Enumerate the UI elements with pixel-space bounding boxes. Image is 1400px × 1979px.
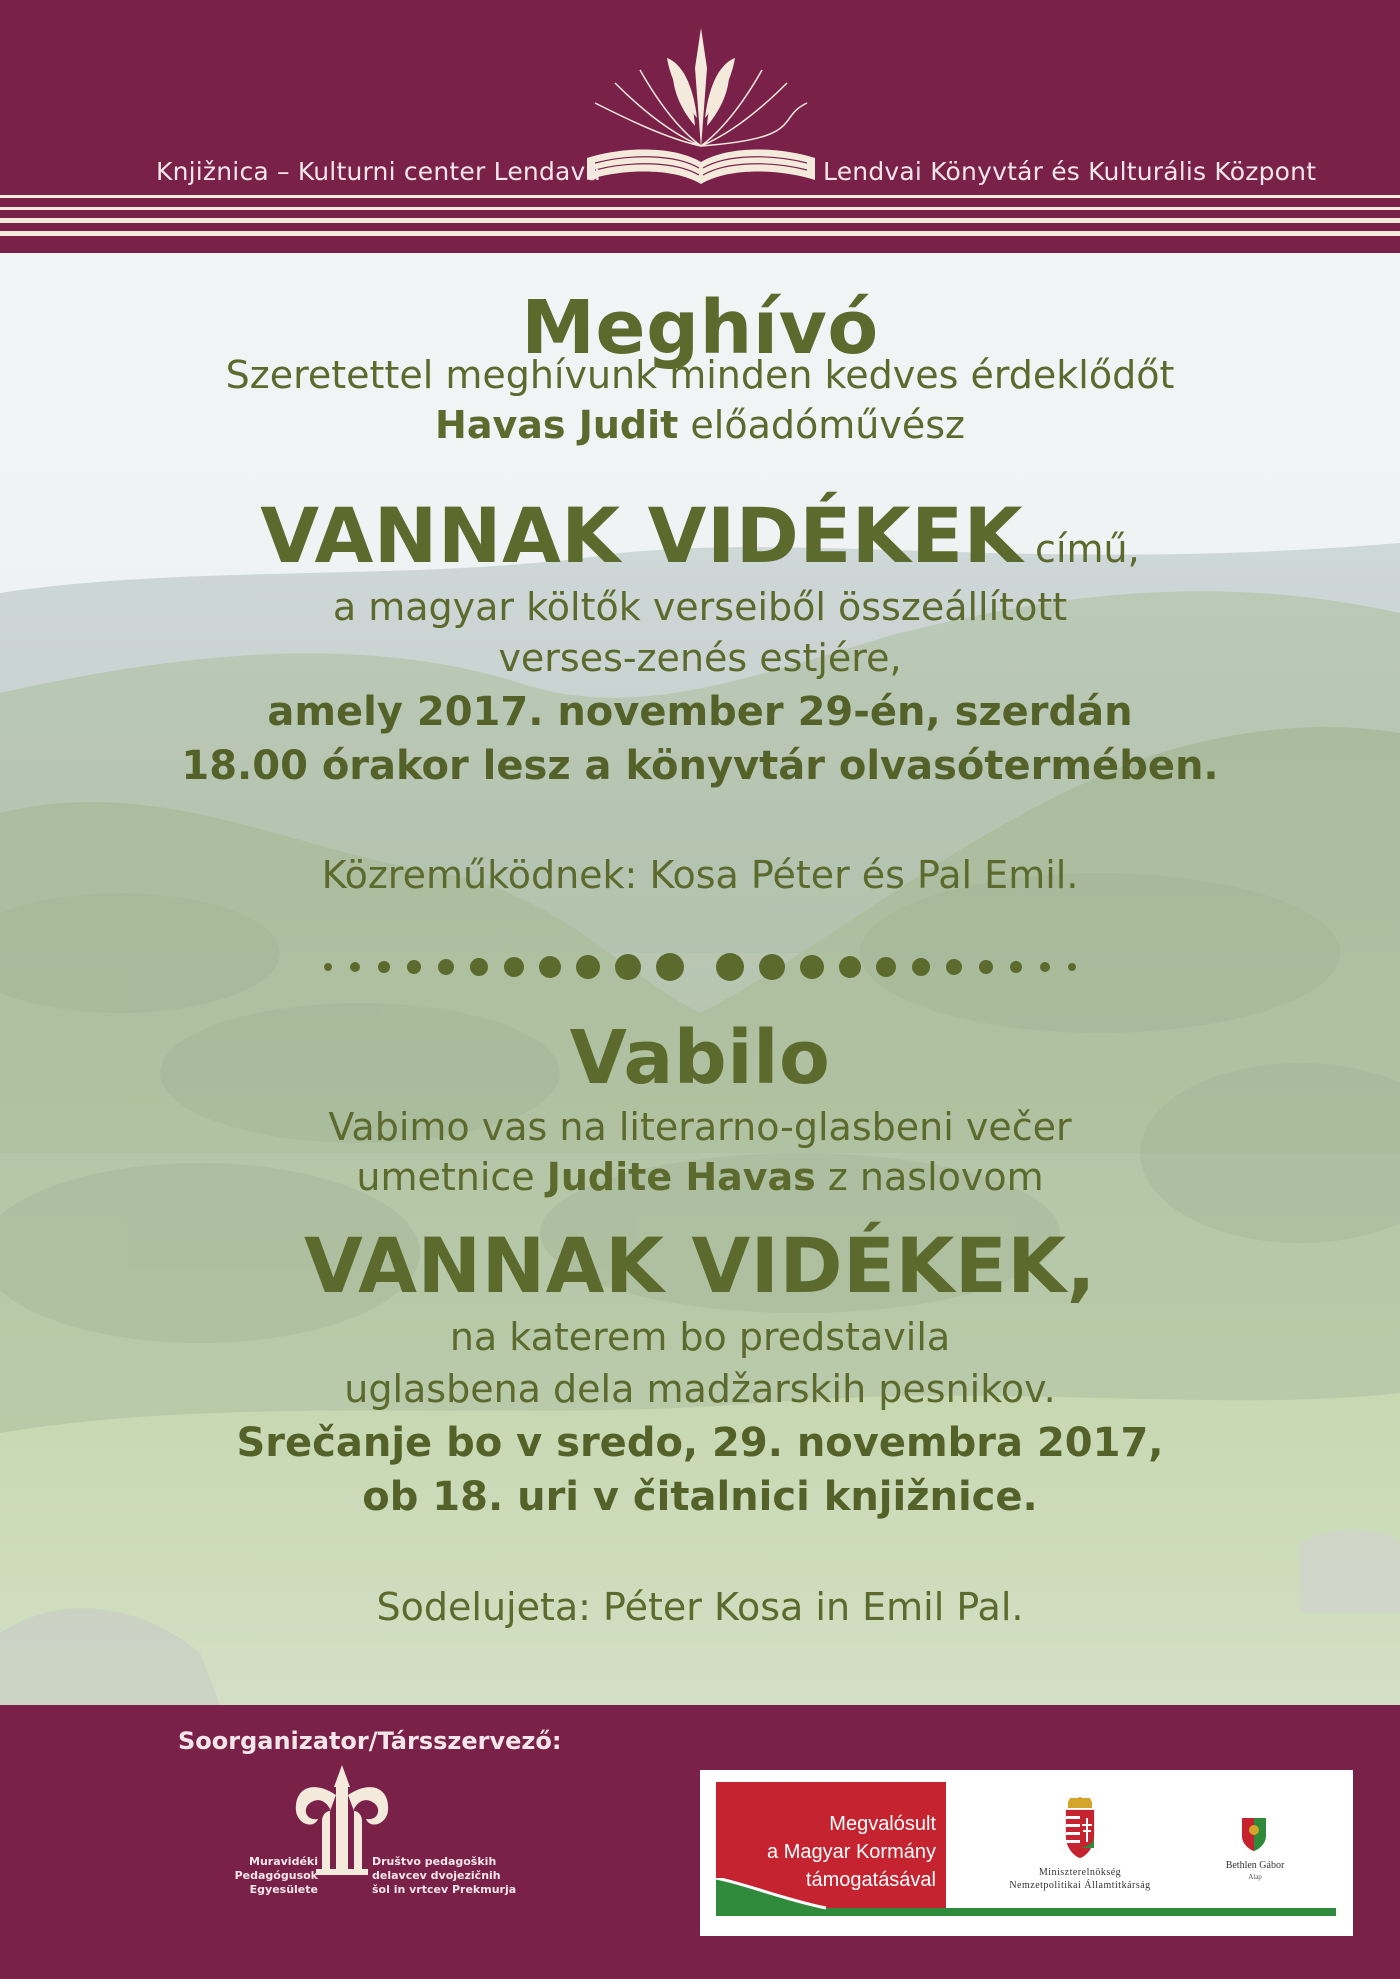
dotted-divider: [318, 950, 1082, 984]
hungarian-line3: a magyar költők verseiből összeállított: [332, 585, 1068, 629]
slovene-line2-prefix: umetnice: [356, 1155, 547, 1199]
hungarian-time-place: 18.00 órakor lesz a könyvtár olvasótermében.: [181, 743, 1219, 789]
sponsor-line-3: támogatásával: [805, 1869, 936, 1891]
hungarian-event-title-suffix: című,: [1022, 527, 1140, 571]
slovene-performer-line: [0, 1155, 1400, 1199]
hungarian-performer-role: előadóművész: [678, 403, 965, 447]
hungarian-performer-line: [0, 403, 1400, 447]
library-name-hungarian: Lendvai Könyvtár és Kulturális Központ: [823, 157, 1317, 186]
footer: [0, 1705, 1400, 1979]
coorganizer-label: Soorganizator/Társszervező:: [178, 1727, 562, 1755]
book-wheat-logo-icon: [585, 28, 817, 198]
sponsor-green-curve: [716, 1878, 826, 1916]
teachers-association-hungarian: Muravidéki Pedagógusok Egyesülete: [234, 1855, 318, 1896]
slovene-line4: uglasbena dela madžarskih pesnikov.: [344, 1367, 1056, 1411]
ministry-label: Miniszterelnökség Nemzetpolitikai Államtitkárság: [1009, 1867, 1151, 1891]
library-name-slovene: Knjižnica – Kulturni center Lendava: [156, 157, 602, 186]
slovene-event-title: VANNAK VIDÉKEK,: [303, 1221, 1097, 1310]
slovene-title: Vabilo: [569, 1015, 831, 1101]
slovene-intro: Vabimo vas na literarno-glasbeni večer: [328, 1105, 1072, 1149]
hungarian-contributors: Közreműködnek: Kosa Péter és Pal Emil.: [321, 853, 1079, 897]
invitation-content: [0, 253, 1400, 1705]
slovene-line3: na katerem bo predstavila: [449, 1315, 951, 1359]
hungarian-title: Meghívó: [521, 285, 879, 371]
slovene-line2-suffix: z naslovom: [815, 1155, 1044, 1199]
slovene-contributors: Sodelujeta: Péter Kosa in Emil Pal.: [376, 1585, 1024, 1629]
hungarian-coat-of-arms-icon: [1062, 1796, 1098, 1860]
hungarian-event-title-line: [0, 491, 1400, 580]
hungarian-line4: verses-zenés estjére,: [498, 636, 902, 680]
government-sponsor-box: [700, 1770, 1353, 1936]
header-stripes: [0, 195, 1400, 255]
hungarian-intro: Szeretettel meghívunk minden kedves érdeklődőt: [225, 353, 1175, 397]
teachers-association-slovene: Društvo pedagoških delavcev dvojezičnih šol in vrtcev Prekmurja: [372, 1855, 517, 1896]
hungarian-performer-name: Havas Judit: [435, 403, 679, 447]
bethlen-gabor-sub: Alap: [1248, 1873, 1262, 1881]
bethlen-gabor-crest-icon: [1240, 1816, 1268, 1852]
hungarian-event-title: VANNAK VIDÉKEK: [260, 491, 1023, 580]
bethlen-gabor-label: Bethlen Gábor: [1225, 1860, 1285, 1871]
sponsor-line-2: a Magyar Kormány: [767, 1841, 936, 1863]
slovene-performer-name: Judite Havas: [546, 1155, 816, 1199]
sponsor-line-1: Megvalósult: [829, 1813, 936, 1835]
slovene-date: Srečanje bo v sredo, 29. novembra 2017,: [236, 1420, 1164, 1466]
hungarian-date: amely 2017. november 29-én, szerdán: [267, 689, 1133, 735]
slovene-time-place: ob 18. uri v čitalnici knjižnice.: [362, 1474, 1038, 1520]
header: [0, 0, 1400, 203]
